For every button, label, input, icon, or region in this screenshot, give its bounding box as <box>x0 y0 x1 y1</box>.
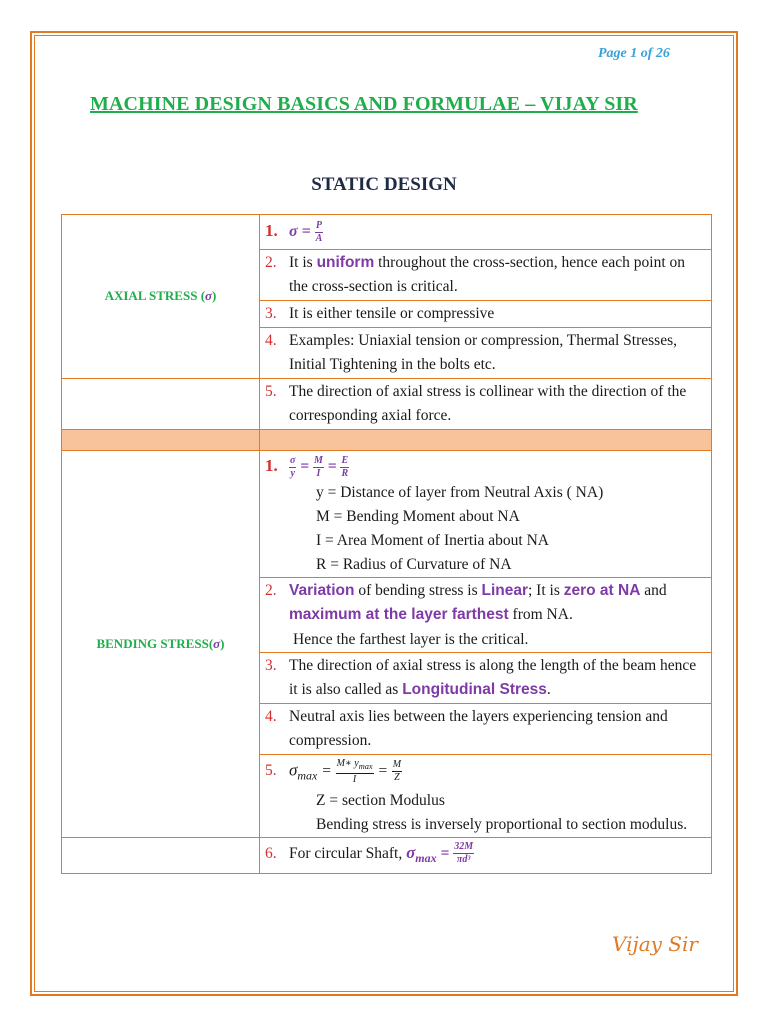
separator-cell-right <box>260 429 712 450</box>
bending-point-3: 3. The direction of axial stress is along the length of the beam hence it is also called as Longitudinal Stress. <box>260 652 712 703</box>
stress-table <box>61 214 712 874</box>
bending-point-4: 4. Neutral axis lies between the layers experiencing tension and compression. <box>260 703 712 754</box>
definition-y: y = Distance of layer from Neutral Axis ( NA) <box>316 483 604 501</box>
signature: Vijay Sir <box>612 932 698 956</box>
formula-m-over-i: $\frac{M}{I}$ <box>313 454 323 479</box>
formula-m-ymax-over-i: $\frac{M∗ y_{max}}{I}$ <box>336 757 373 785</box>
formula-e-over-r: $\frac{E}{R}$ <box>341 454 349 479</box>
axial-row-1 <box>62 215 712 250</box>
bending-row-1 <box>62 450 712 577</box>
bending-point-5: 5. $\sigma_{max}$ = $\frac{M∗ y_{max}}{I}$ = $\frac{M}{Z}$ Z = section Modulus Bending stress is inversely proportional to section modulus. <box>260 754 712 837</box>
document-title: MACHINE DESIGN BASICS AND FORMULAE – VIJAY SIR <box>90 93 638 115</box>
critical-layer-note: Hence the farthest layer is the critical. <box>293 630 529 648</box>
bending-empty-label <box>62 837 260 873</box>
formula-m-over-z: $\frac{M}{Z}$ <box>392 759 402 784</box>
axial-stress-label: AXIAL STRESS (σ) <box>62 215 260 379</box>
definition-m: M = Bending Moment about NA <box>316 507 520 525</box>
bending-row-6 <box>62 837 712 873</box>
axial-point-2: 2. It is uniform throughout the cross-section, hence each point on the cross-section is critical. <box>260 249 712 300</box>
definition-i: I = Area Moment of Inertia about NA <box>316 531 549 549</box>
modulus-note: Bending stress is inversely proportional to section modulus. <box>316 815 688 833</box>
axial-row-5 <box>62 378 712 429</box>
axial-point-5: 5. The direction of axial stress is collinear with the direction of the corresponding axial force. <box>260 378 712 429</box>
formula-p-over-a: $\frac{P}{A}$ <box>315 219 323 244</box>
bending-point-6: 6. For circular Shaft, $\sigma_{max}$ = $\frac{32M}{\text{πd³}}$ <box>260 837 712 873</box>
axial-point-4: 4. Examples: Uniaxial tension or compression, Thermal Stresses, Initial Tightening in the bolts etc. <box>260 327 712 378</box>
section-title: STATIC DESIGN <box>311 174 457 195</box>
separator-row <box>62 429 712 450</box>
definition-r: R = Radius of Curvature of NA <box>316 555 512 573</box>
bending-stress-label: BENDING STRESS(σ) <box>62 450 260 837</box>
page-number: Page 1 of 26 <box>598 46 670 61</box>
bending-point-1: 1. $\frac{\sigma}{y}$ = $\frac{M}{I}$ = $\frac{E}{R}$ y = Distance of layer from Neutral Axis ( NA) M = Bending Moment about NA I = Area Moment of Inertia about NA R = Radius of Curvature of NA <box>260 450 712 577</box>
formula-sigma-over-y: $\frac{\sigma}{y}$ <box>290 454 296 479</box>
separator-cell-left <box>62 429 260 450</box>
axial-empty-label <box>62 378 260 429</box>
bending-point-2: 2. Variation of bending stress is Linear; It is zero at NA and maximum at the layer farthest from NA. Hence the farthest layer is the critical. <box>260 577 712 652</box>
axial-point-3: 3. It is either tensile or compressive <box>260 300 712 327</box>
formula-32m-over-pi-d3: $\frac{32M}{\text{πd³}}$ <box>454 841 474 866</box>
axial-point-1: 1. σ = $\frac{P}{A}$ <box>260 215 712 250</box>
definition-z: Z = section Modulus <box>316 791 445 809</box>
